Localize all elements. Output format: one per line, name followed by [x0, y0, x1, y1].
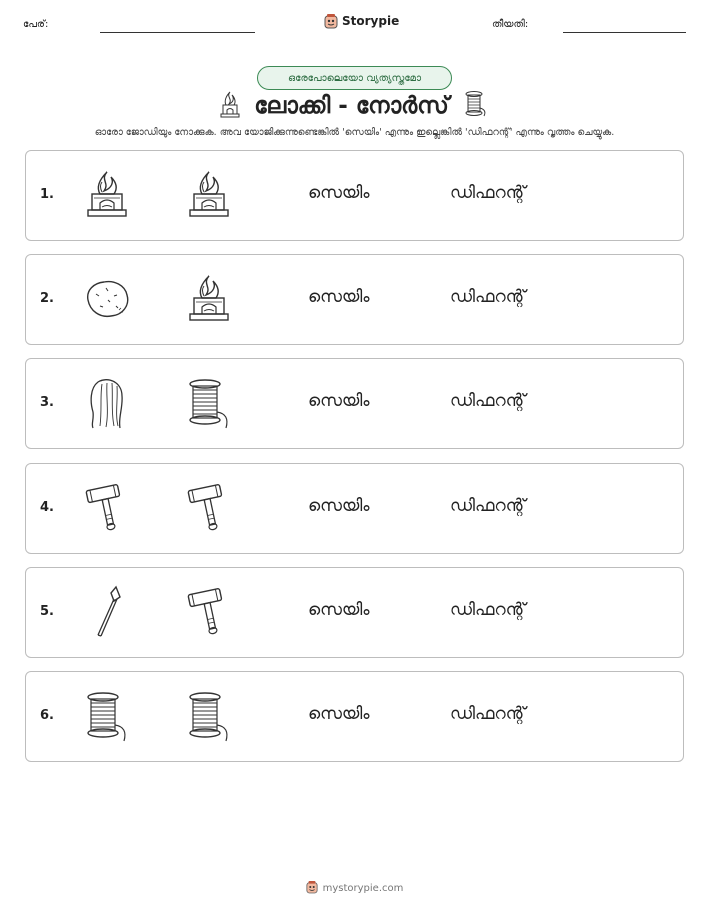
question-number: 2. — [40, 291, 54, 306]
question-row — [25, 567, 684, 658]
option-different[interactable]: ഡിഫറന്റ് — [450, 391, 526, 411]
option-different[interactable]: ഡിഫറന്റ് — [450, 704, 526, 724]
option-same[interactable]: സെയിം — [308, 600, 370, 620]
hair-icon — [78, 374, 136, 432]
storypie-mascot-icon — [306, 880, 318, 897]
thread-spool-icon — [180, 374, 238, 432]
brand-logo — [324, 13, 399, 29]
question-row — [25, 671, 684, 762]
question-number: 4. — [40, 500, 54, 515]
thread-spool-icon — [180, 687, 238, 745]
option-different[interactable]: ഡിഫറന്റ് — [450, 600, 526, 620]
footer — [0, 880, 709, 897]
question-number: 5. — [40, 604, 54, 619]
rock-icon — [78, 270, 136, 328]
page-title: ലോക്കി - നോർസ് — [254, 93, 449, 119]
thread-spool-icon — [463, 90, 489, 122]
question-number: 3. — [40, 395, 54, 410]
question-row — [25, 358, 684, 449]
name-line[interactable] — [100, 32, 255, 33]
question-number: 1. — [40, 187, 54, 202]
option-same[interactable]: സെയിം — [308, 496, 370, 516]
thread-spool-icon — [78, 687, 136, 745]
question-row — [25, 254, 684, 345]
option-same[interactable]: സെയിം — [308, 287, 370, 307]
option-different[interactable]: ഡിഫറന്റ് — [450, 287, 526, 307]
hammer-icon — [180, 479, 238, 537]
question-number: 6. — [40, 708, 54, 723]
storypie-mascot-icon — [324, 13, 338, 29]
question-row — [25, 463, 684, 554]
option-different[interactable]: ഡിഫറന്റ് — [450, 496, 526, 516]
worksheet-type-badge: ഒരേപോലെയോ വ്യത്യസ്തമോ — [257, 66, 452, 90]
footer-url: mystorypie.com — [322, 883, 404, 894]
hammer-icon — [78, 479, 136, 537]
hammer-icon — [180, 583, 238, 641]
name-label: പേര്: — [23, 19, 49, 30]
forge-icon — [78, 166, 136, 224]
forge-icon — [220, 90, 240, 122]
option-same[interactable]: സെയിം — [308, 391, 370, 411]
instructions: ഓരോ ജോഡിയും നോക്കുക. അവ യോജിക്കുന്നുണ്ടെങ്കിൽ 'സെയിം' എന്നും ഇല്ലെങ്കിൽ 'ഡിഫറന്റ്' എന്നും വൃത്തം ചെയ്യുക. — [94, 127, 615, 138]
forge-icon — [180, 270, 238, 328]
title-row — [0, 88, 709, 124]
option-different[interactable]: ഡിഫറന്റ് — [450, 183, 526, 203]
spear-icon — [78, 583, 136, 641]
question-row — [25, 150, 684, 241]
date-line[interactable] — [563, 32, 686, 33]
brand-name: Storypie — [342, 14, 400, 28]
date-label: തീയതി: — [492, 19, 529, 30]
option-same[interactable]: സെയിം — [308, 183, 370, 203]
forge-icon — [180, 166, 238, 224]
option-same[interactable]: സെയിം — [308, 704, 370, 724]
